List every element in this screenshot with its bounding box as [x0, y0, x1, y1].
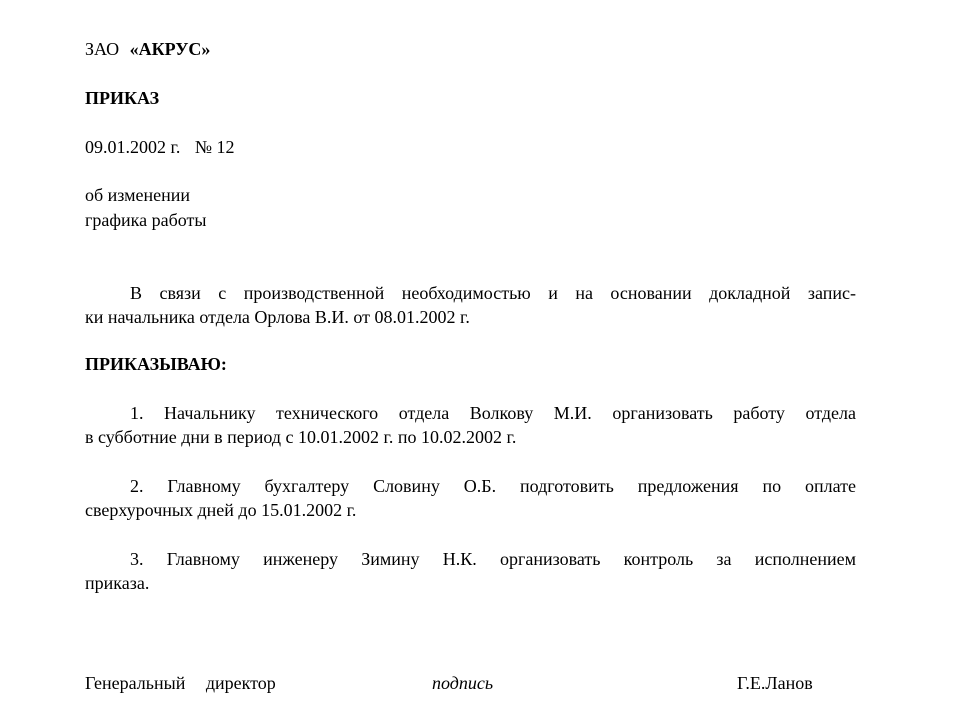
- order-item-3-line-1: 3. Главному инженеру Зимину Н.К. организовать контроль за исполнением: [130, 549, 856, 569]
- preamble-line-1: В связи с производственной необходимостью и на основании докладной запис-: [130, 283, 856, 303]
- subject-line-2: графика работы: [85, 210, 207, 230]
- order-item-1-line-2: в субботние дни в период с 10.01.2002 г. по 10.02.2002 г.: [85, 427, 517, 447]
- position-word-2: директор: [205, 673, 276, 693]
- order-item-2-line-1: 2. Главному бухгалтеру Словину О.Б. подготовить предложения по оплате: [130, 476, 856, 496]
- position-word-1: Генеральный: [85, 673, 186, 693]
- order-item: [85, 474, 856, 522]
- order-heading: ПРИКАЗЫВАЮ:: [85, 354, 227, 374]
- preamble-paragraph: [85, 281, 856, 329]
- document-type: ПРИКАЗ: [85, 88, 160, 108]
- signatory-position: [85, 672, 276, 694]
- document-number: № 12: [194, 137, 235, 157]
- date-number-line: [85, 136, 235, 158]
- document-date: 09.01.2002 г.: [85, 137, 181, 157]
- subject-line-1: об изменении: [85, 185, 191, 205]
- signature-placeholder: подпись: [432, 673, 494, 693]
- order-item-1-line-1: 1. Начальнику технического отдела Волкову М.И. организовать работу отдела: [130, 403, 856, 423]
- organization-line: [85, 38, 210, 60]
- order-item: [85, 401, 856, 449]
- organization-prefix: ЗАО: [85, 39, 120, 59]
- preamble-line-2: ки начальника отдела Орлова В.И. от 08.01.2002 г.: [85, 307, 470, 327]
- signatory-name: Г.Е.Ланов: [737, 673, 813, 693]
- order-item-2-line-2: сверхурочных дней до 15.01.2002 г.: [85, 500, 357, 520]
- order-item: [85, 547, 856, 595]
- order-item-3-line-2: приказа.: [85, 573, 150, 593]
- organization-name: «АКРУС»: [129, 39, 211, 59]
